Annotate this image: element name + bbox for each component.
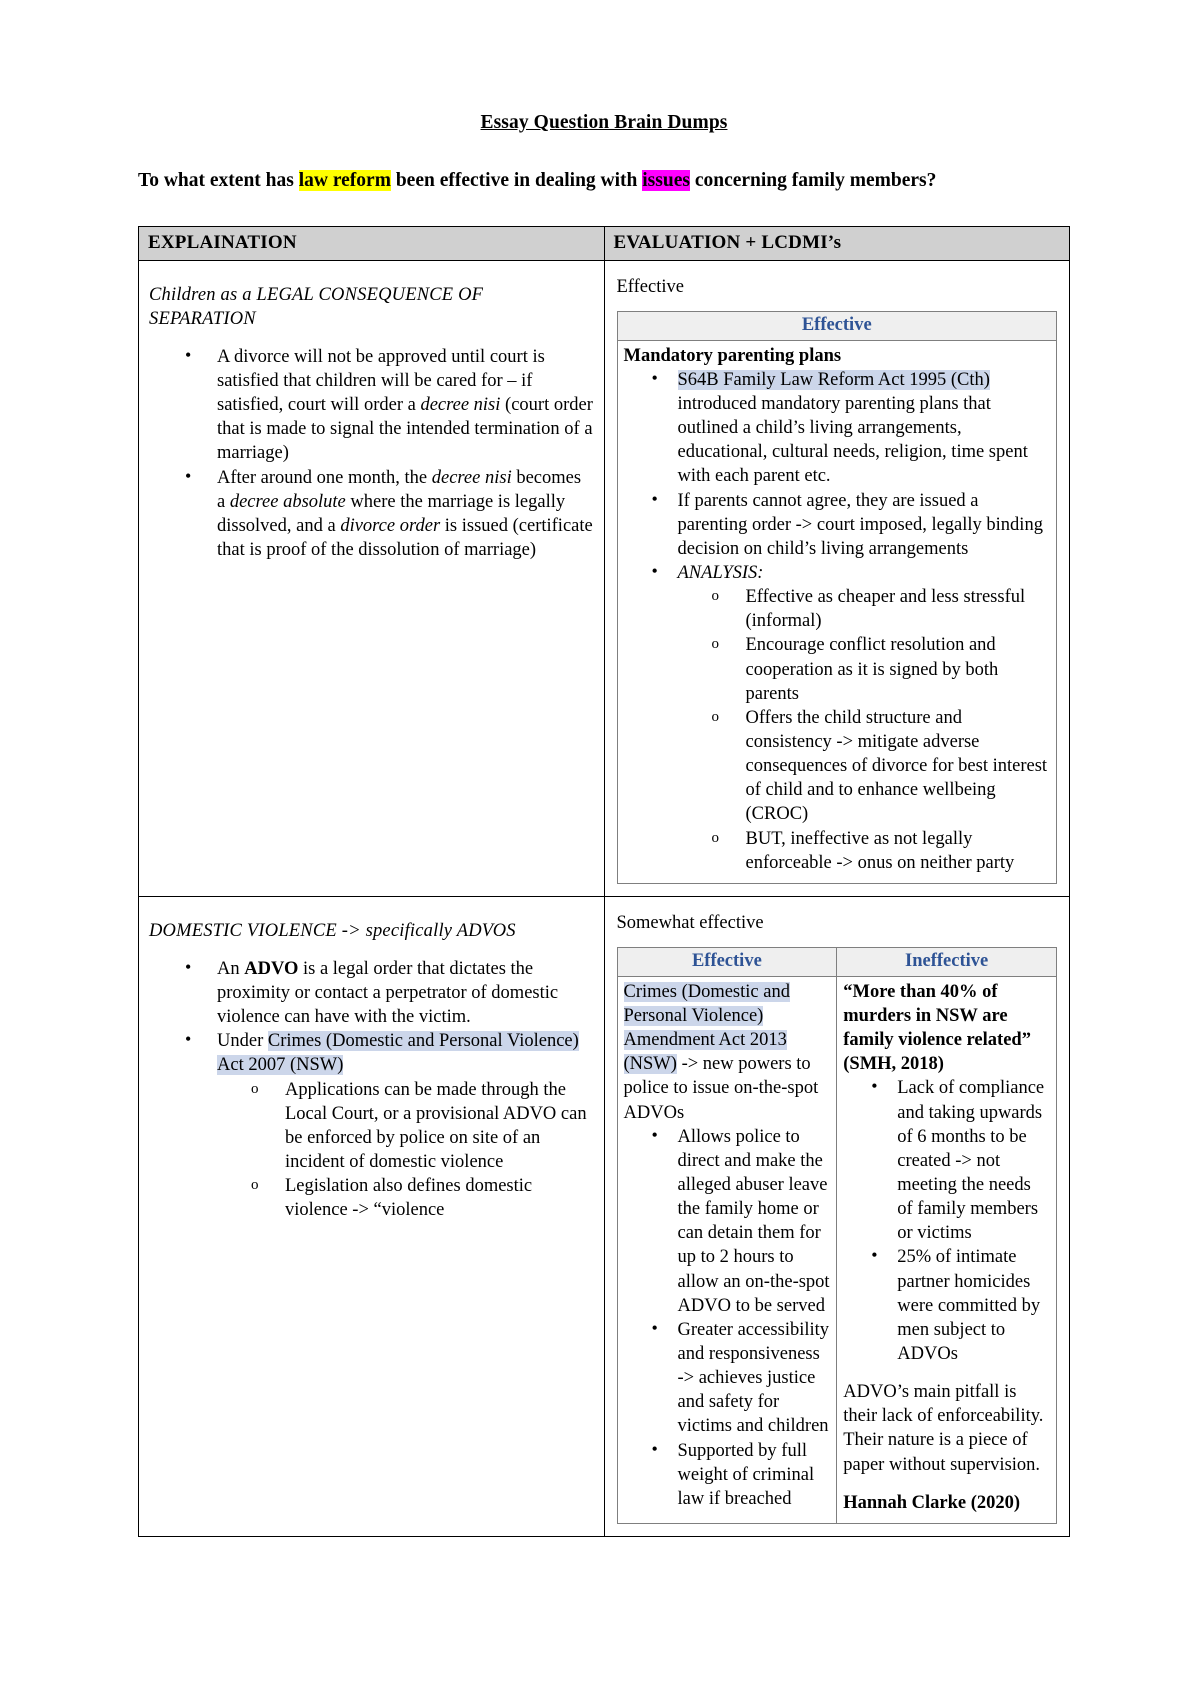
explaination-cell-domestic-violence — [139, 896, 605, 1536]
lead-text: -> new powers to police to issue on-the-spot ADVOs — [623, 1054, 819, 1123]
column-header-explaination: EXPLAINATION — [139, 226, 605, 260]
bullet-list — [624, 368, 1051, 875]
question-highlight-law-reform: law reform — [298, 170, 391, 191]
verdict-label: Somewhat effective — [616, 912, 764, 933]
main-table — [138, 226, 1070, 1537]
bullet-text: is a legal order that dictates the proximity or contact a perpetrator of domestic violence can have with the victim. — [217, 958, 559, 1028]
list-item — [624, 489, 1051, 561]
nested-body-row — [617, 976, 1057, 1523]
nested-table-effective-ineffective — [617, 947, 1058, 1524]
bullet-text: becomes a — [217, 467, 582, 512]
section-heading: DOMESTIC VIOLENCE -> specifically ADVOS — [149, 920, 516, 941]
bullet-text: An — [217, 958, 245, 979]
bullet-list — [843, 1076, 1050, 1366]
list-item: o Offers the child structure and consistency -> mitigate adverse consequences of divorce for best interest of child and to enhance wellbeing (CROC) — [678, 706, 1051, 827]
list-item — [149, 345, 594, 466]
bullet-text: A divorce will not be approved until court is satisfied that children will be cared for – if satisfied, court will order a — [217, 346, 545, 416]
list-item — [149, 957, 594, 1029]
bullet-text: where the marriage is legally dissolved, and a — [217, 491, 566, 536]
question-part-1: To what extent has — [138, 170, 299, 191]
list-item: • Lack of compliance and taking upwards of 6 months to be created -> not meeting the needs of family members or victims — [843, 1076, 1050, 1245]
table-row — [139, 260, 1070, 896]
term-advo: ADVO — [244, 958, 299, 979]
essay-question — [138, 168, 1070, 194]
lead-paragraph — [624, 980, 831, 1125]
evaluation-cell-domestic-violence — [604, 896, 1070, 1536]
nested-header-row — [617, 947, 1057, 976]
legal-term-decree-nisi: decree nisi — [431, 467, 512, 488]
list-item — [624, 561, 1051, 875]
nested-cell-effective — [617, 976, 837, 1523]
list-item: o Encourage conflict resolution and cooperation as it is signed by both parents — [678, 633, 1051, 705]
list-item: • Allows police to direct and make the alleged abuser leave the family home or can detain them for up to 2 hours to allow an on-the-spot ADVO to be served — [624, 1125, 831, 1318]
list-item: o BUT, ineffective as not legally enforceable -> onus on neither party — [678, 827, 1051, 875]
statistic-quote: “More than 40% of murders in NSW are family violence related” (SMH, 2018) — [843, 981, 1031, 1075]
list-item — [149, 466, 594, 563]
bullet-text: After around one month, the — [217, 467, 432, 488]
list-item: • Greater accessibility and responsiveness -> achieves justice and safety for victims and children — [624, 1318, 831, 1439]
table-header-row — [139, 226, 1070, 260]
bullet-text: introduced mandatory parenting plans that outlined a child’s living arrangements, educational, cultural needs, religion, time spent with each parent etc. — [677, 394, 1028, 487]
nested-column-header-ineffective: Ineffective — [837, 947, 1057, 976]
sub-bullet-list — [217, 1078, 594, 1223]
column-header-evaluation: EVALUATION + LCDMI’s — [604, 226, 1070, 260]
list-item — [149, 1029, 594, 1222]
table-row — [139, 896, 1070, 1536]
bullet-text: (court order that is made to signal the intended termination of a marriage) — [217, 395, 593, 464]
nested-column-header-effective: Effective — [617, 311, 1057, 340]
list-item: • 25% of intimate partner homicides were committed by men subject to ADVOs — [843, 1245, 1050, 1366]
nested-body-row — [617, 340, 1057, 883]
statute-citation: Crimes (Domestic and Personal Violence) Act 2007 (NSW) — [217, 1031, 579, 1076]
nested-header-row — [617, 311, 1057, 340]
statute-citation: S64B Family Law Reform Act 1995 (Cth) — [677, 369, 990, 390]
question-part-2: been effective in dealing with — [390, 170, 643, 191]
section-heading: Children as a LEGAL CONSEQUENCE OF SEPARATION — [149, 284, 484, 329]
subsection-title: Mandatory parenting plans — [623, 345, 842, 366]
list-item: o Legislation also defines domestic violence -> “violence — [217, 1174, 594, 1222]
statute-citation: Crimes (Domestic and Personal Violence) Amendment Act 2013 (NSW) — [623, 981, 790, 1075]
list-item: o Applications can be made through the Local Court, or a provisional ADVO can be enforced by police on site of an incident of domestic violence — [217, 1078, 594, 1175]
explaination-cell-children — [139, 260, 605, 896]
verdict-label: Effective — [616, 276, 684, 297]
bullet-list — [149, 345, 594, 562]
nested-column-header-effective: Effective — [617, 947, 837, 976]
legal-term-decree-absolute: decree absolute — [229, 491, 346, 512]
case-name: Hannah Clarke (2020) — [843, 1492, 1021, 1513]
bullet-list — [149, 957, 594, 1223]
list-item — [624, 368, 1051, 489]
question-highlight-issues: issues — [642, 170, 690, 191]
legal-term-divorce-order: divorce order — [340, 515, 441, 536]
question-part-3: concerning family members? — [689, 170, 937, 191]
list-item: o Effective as cheaper and less stressful (informal) — [678, 585, 1051, 633]
bullet-text: If parents cannot agree, they are issued a parenting order -> court imposed, legally binding decision on child’s living arrangements — [677, 490, 1043, 559]
bullet-text: Under — [217, 1031, 268, 1052]
list-item: • Supported by full weight of criminal law if breached — [624, 1439, 831, 1511]
bullet-text: is issued (certificate that is proof of the dissolution of marriage) — [217, 515, 593, 560]
evaluation-cell-children — [604, 260, 1070, 896]
legal-term-decree-nisi: decree nisi — [420, 395, 501, 416]
analysis-label: ANALYSIS: — [677, 563, 764, 584]
nested-cell-ineffective — [837, 976, 1057, 1523]
page-title: Essay Question Brain Dumps — [480, 112, 728, 133]
analysis-paragraph: ADVO’s main pitfall is their lack of enforceability. Their nature is a piece of paper without supervision. — [843, 1382, 1044, 1475]
bullet-list — [624, 1125, 831, 1511]
nested-cell-effective — [617, 340, 1057, 883]
nested-table-effective — [617, 311, 1058, 884]
sub-bullet-list — [678, 585, 1051, 875]
